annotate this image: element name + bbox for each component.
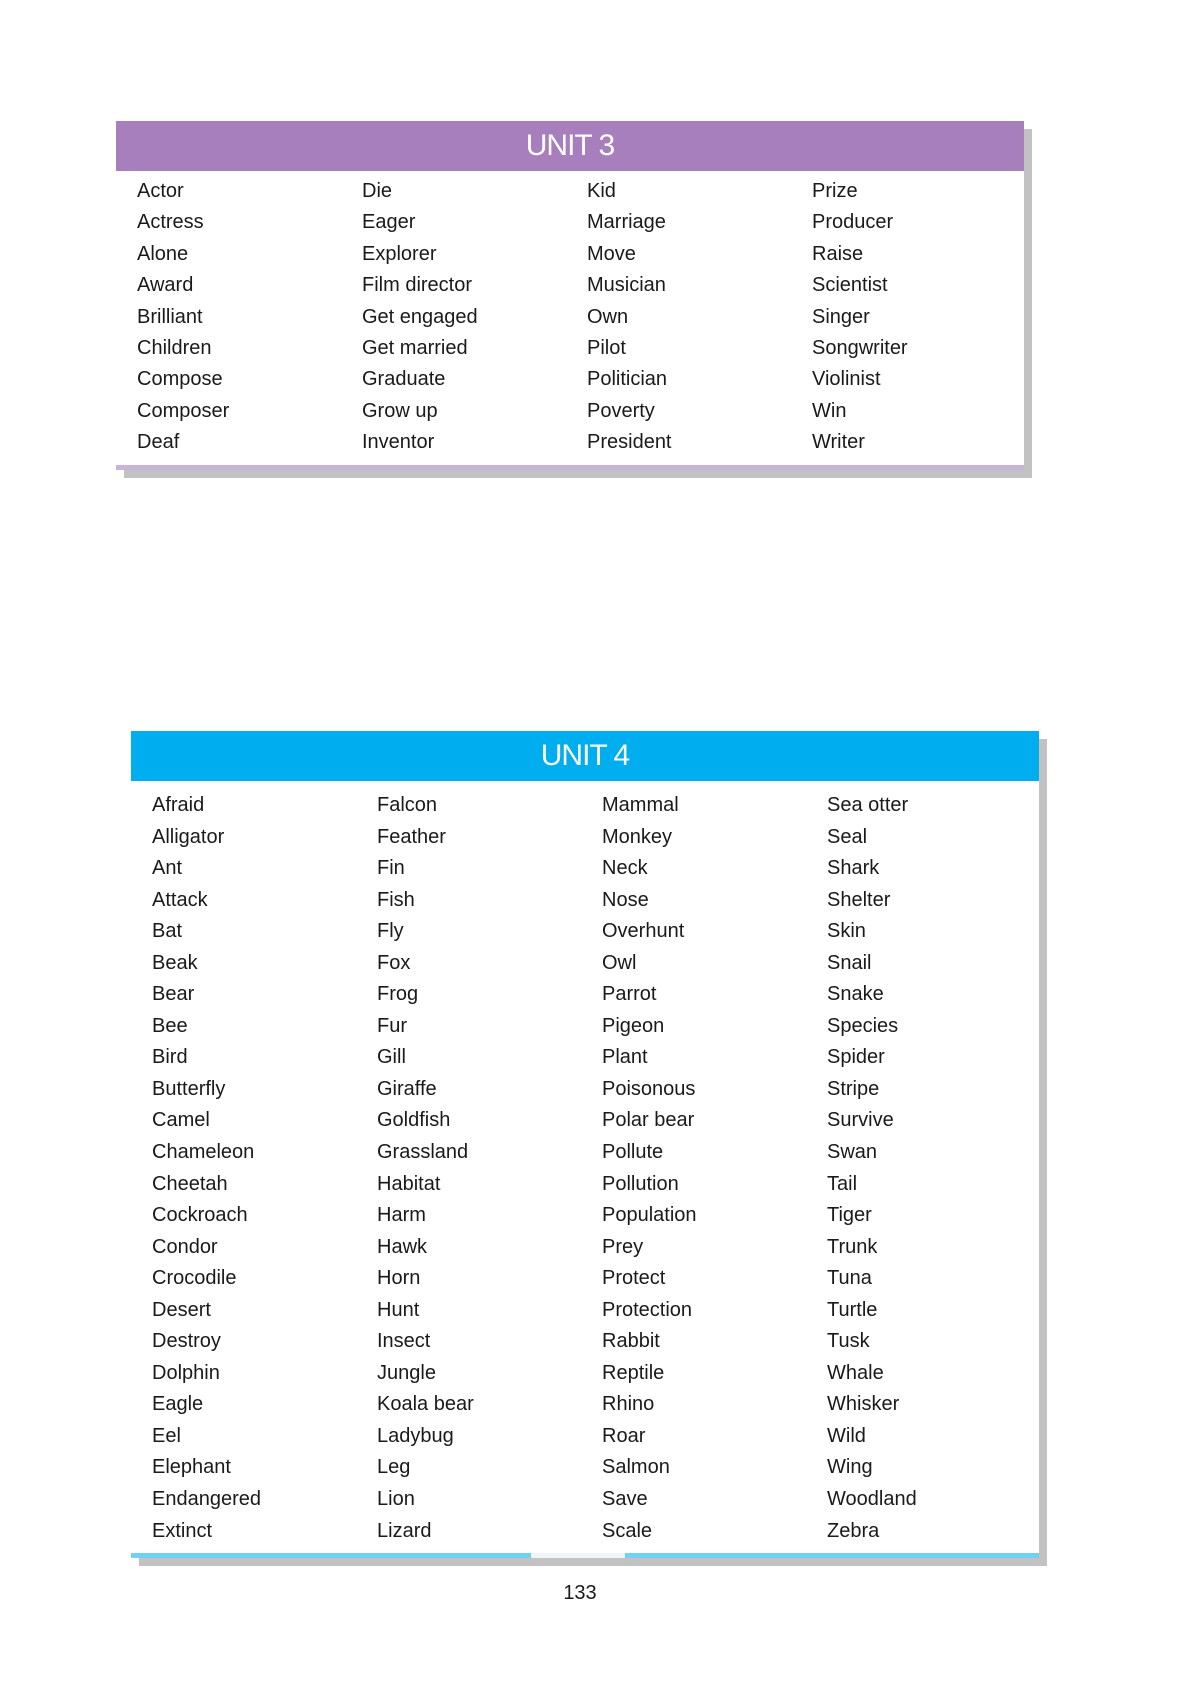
- word: Tiger: [827, 1204, 872, 1227]
- word: Deaf: [137, 431, 180, 454]
- word: Tail: [827, 1172, 858, 1195]
- word: Horn: [377, 1267, 421, 1290]
- word: Award: [137, 274, 194, 297]
- word: Bear: [152, 983, 195, 1006]
- word: Raise: [812, 242, 864, 265]
- unit-4-column: [602, 790, 827, 1547]
- word: Fox: [377, 951, 411, 974]
- word: Pollution: [602, 1172, 679, 1195]
- word: Snake: [827, 983, 884, 1006]
- word: Tuna: [827, 1267, 872, 1290]
- unit-3-word-box: [116, 121, 1024, 470]
- word: Actress: [137, 211, 204, 234]
- unit-3-title: UNIT 3: [525, 129, 615, 162]
- page-number: 133: [563, 1582, 597, 1604]
- word: Inventor: [362, 431, 435, 454]
- word: Woodland: [827, 1488, 917, 1511]
- word: Actor: [137, 180, 184, 202]
- word: Rabbit: [602, 1330, 660, 1353]
- word: Songwriter: [812, 337, 908, 360]
- word: Kid: [587, 180, 616, 202]
- word: Lizard: [377, 1519, 432, 1542]
- word: Roar: [602, 1424, 646, 1447]
- word: Habitat: [377, 1172, 441, 1195]
- word: Zebra: [827, 1519, 880, 1542]
- word: Ant: [152, 857, 183, 880]
- unit-4-column: [152, 790, 377, 1547]
- word: Beak: [152, 951, 198, 974]
- word: Singer: [812, 305, 870, 328]
- word: Wing: [827, 1456, 873, 1479]
- word: Gill: [377, 1046, 406, 1069]
- word: Pigeon: [602, 1014, 665, 1037]
- word: Whisker: [827, 1393, 900, 1416]
- unit-4-bottom-rule-gap: [531, 1553, 625, 1558]
- word: Dolphin: [152, 1361, 220, 1384]
- unit-3-column: [137, 176, 362, 459]
- word: Scientist: [812, 274, 888, 297]
- word: Afraid: [152, 794, 205, 816]
- unit-3-column: [587, 176, 812, 459]
- word: Nose: [602, 888, 649, 911]
- word: Eager: [362, 211, 416, 234]
- word: Goldfish: [377, 1109, 451, 1132]
- word: Giraffe: [377, 1077, 437, 1100]
- word: Mammal: [602, 794, 679, 816]
- word: Desert: [152, 1298, 211, 1321]
- word: Neck: [602, 857, 648, 880]
- word: Eagle: [152, 1393, 204, 1416]
- word: President: [587, 431, 672, 454]
- word: Falcon: [377, 794, 438, 816]
- word: Swan: [827, 1141, 878, 1164]
- word: Koala bear: [377, 1393, 474, 1416]
- word: Own: [587, 305, 629, 328]
- word: Tusk: [827, 1330, 870, 1353]
- word: Fish: [377, 888, 415, 911]
- word: Protection: [602, 1298, 693, 1321]
- word: Prize: [812, 180, 858, 202]
- unit-3-column: [362, 176, 587, 459]
- word: Bat: [152, 920, 183, 943]
- word: Turtle: [827, 1298, 878, 1321]
- word: Snail: [827, 951, 872, 974]
- word: Fly: [377, 920, 404, 943]
- word: Ladybug: [377, 1424, 454, 1447]
- word: Fur: [377, 1014, 407, 1037]
- word: Owl: [602, 951, 637, 974]
- word: Lion: [377, 1488, 415, 1511]
- unit-4-column: [827, 790, 1052, 1547]
- word: Harm: [377, 1204, 426, 1227]
- word: Seal: [827, 825, 868, 848]
- unit-3-header: [116, 121, 1024, 171]
- word: Trunk: [827, 1235, 878, 1258]
- word: Save: [602, 1488, 648, 1511]
- unit-3-column: [812, 176, 1037, 459]
- word: Survive: [827, 1109, 894, 1132]
- word: Children: [137, 337, 212, 360]
- word: Prey: [602, 1235, 644, 1258]
- word: Skin: [827, 920, 866, 943]
- word: Reptile: [602, 1361, 665, 1384]
- word: Spider: [827, 1046, 885, 1069]
- word: Hawk: [377, 1235, 428, 1258]
- word: Film director: [362, 274, 473, 297]
- word: Graduate: [362, 368, 446, 391]
- word: Cheetah: [152, 1172, 228, 1195]
- word: Butterfly: [152, 1077, 226, 1100]
- word: Destroy: [152, 1330, 221, 1353]
- unit-3-word-grid: [116, 171, 1024, 459]
- word: Fin: [377, 857, 405, 880]
- word: Marriage: [587, 211, 666, 234]
- word: Violinist: [812, 368, 881, 391]
- word: Producer: [812, 211, 894, 234]
- word: Attack: [152, 888, 208, 911]
- word: Bird: [152, 1046, 188, 1069]
- word: Shark: [827, 857, 880, 880]
- word: Poisonous: [602, 1077, 696, 1100]
- word: Monkey: [602, 825, 673, 848]
- word: Hunt: [377, 1298, 420, 1321]
- word: Frog: [377, 983, 419, 1006]
- word: Extinct: [152, 1519, 213, 1542]
- word: Parrot: [602, 983, 657, 1006]
- word: Camel: [152, 1109, 210, 1132]
- word: Protect: [602, 1267, 666, 1290]
- word: Insect: [377, 1330, 431, 1353]
- word: Politician: [587, 368, 668, 391]
- word: Alligator: [152, 825, 225, 848]
- word: Alone: [137, 242, 189, 265]
- word: Crocodile: [152, 1267, 237, 1290]
- word: Endangered: [152, 1488, 261, 1511]
- unit-4-word-grid: [131, 781, 1039, 1547]
- word: Cockroach: [152, 1204, 248, 1227]
- word: Feather: [377, 825, 446, 848]
- word: Move: [587, 242, 636, 265]
- word: Jungle: [377, 1361, 436, 1384]
- word: Get married: [362, 337, 468, 360]
- word: Plant: [602, 1046, 648, 1069]
- word: Chameleon: [152, 1141, 255, 1164]
- word: Salmon: [602, 1456, 670, 1479]
- unit-4-title: UNIT 4: [540, 739, 630, 772]
- word: Writer: [812, 431, 865, 454]
- word: Whale: [827, 1361, 884, 1384]
- word: Shelter: [827, 888, 891, 911]
- word: Win: [812, 399, 847, 422]
- word: Compose: [137, 368, 223, 391]
- word: Grassland: [377, 1141, 469, 1164]
- word: Eel: [152, 1424, 181, 1447]
- word: Poverty: [587, 399, 655, 422]
- unit-4-word-box: [131, 731, 1039, 1558]
- word: Grow up: [362, 399, 438, 422]
- word: Rhino: [602, 1393, 655, 1416]
- word: Population: [602, 1204, 697, 1227]
- word: Overhunt: [602, 920, 685, 943]
- word: Wild: [827, 1424, 866, 1447]
- word: Elephant: [152, 1456, 231, 1479]
- word: Scale: [602, 1519, 653, 1542]
- unit-3-bottom-rule: [116, 465, 1024, 470]
- unit-4-column: [377, 790, 602, 1547]
- unit-4-header: [131, 731, 1039, 781]
- word: Pollute: [602, 1141, 664, 1164]
- word: Bee: [152, 1014, 188, 1037]
- word: Polar bear: [602, 1109, 695, 1132]
- word: Musician: [587, 274, 666, 297]
- word: Get engaged: [362, 305, 478, 328]
- word: Leg: [377, 1456, 411, 1479]
- word: Condor: [152, 1235, 218, 1258]
- word: Explorer: [362, 242, 437, 265]
- word: Brilliant: [137, 305, 203, 328]
- word: Species: [827, 1014, 899, 1037]
- word: Stripe: [827, 1077, 880, 1100]
- word: Composer: [137, 399, 230, 422]
- word: Die: [362, 180, 393, 202]
- word: Sea otter: [827, 794, 909, 816]
- word: Pilot: [587, 337, 626, 360]
